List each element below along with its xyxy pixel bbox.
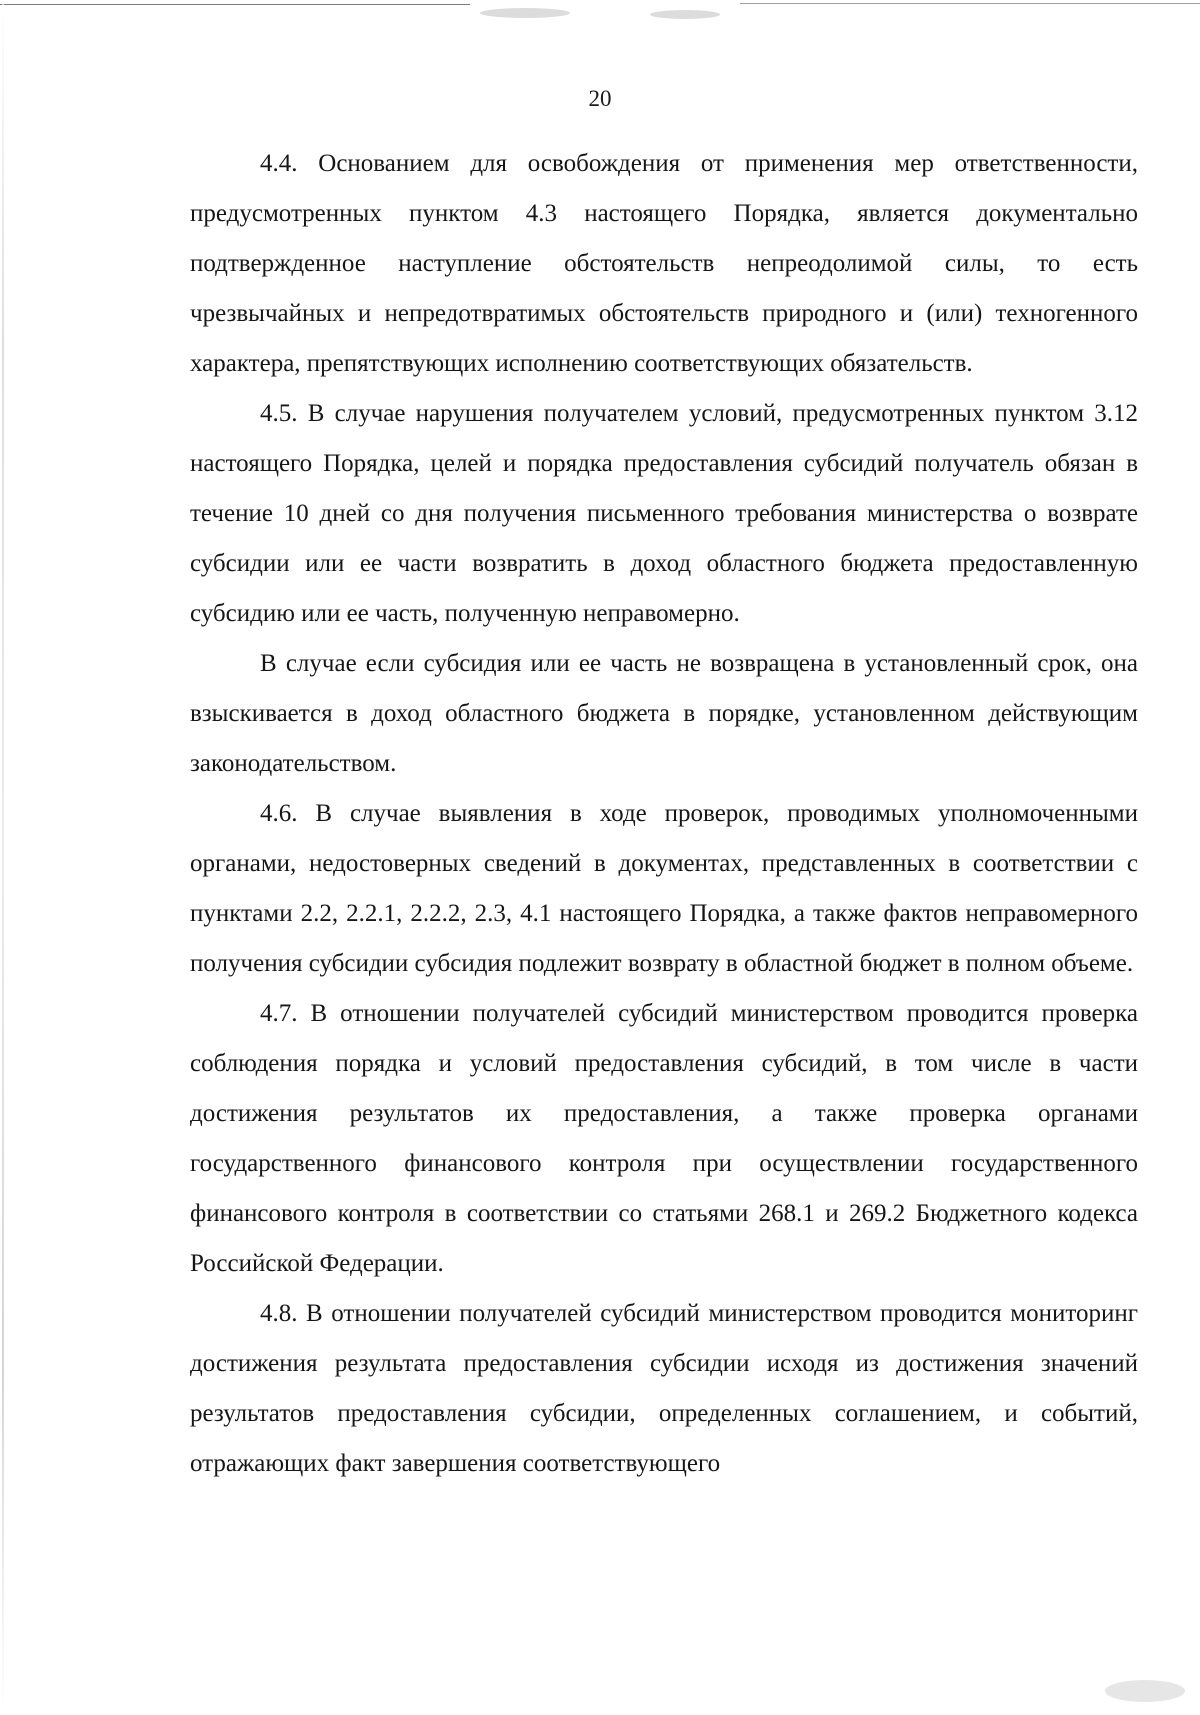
paragraph-4-4: 4.4. Основанием для освобождения от применения мер ответственности, предусмотренных пунктом 4.3 настоящего Порядка, является документально подтвержденное наступление обстоятельств непреодолимой силы, то есть чрезвычайных и непредотвратимых обстоятельств природного и (или) техногенного характера, препятствующих исполнению соответствующих обязательств. [190,150,1138,377]
paragraph-4-5-continuation: В случае если субсидия или ее часть не возвращена в установленный срок, она взыскивается в доход областного бюджета в порядке, установленном действующим законодательством. [190,650,1138,777]
scan-top-rule-right [740,3,1200,4]
paragraph-4-8: 4.8. В отношении получателей субсидий министерством проводится мониторинг достижения результата предоставления субсидии исходя из достижения значений результатов предоставления субсидии, определенных соглашением, и событий, отражающих факт завершения соответствующего [190,1300,1138,1477]
scan-smudge [1105,1680,1185,1702]
scan-smudge [480,8,570,18]
scan-left-edge [2,0,4,1715]
scan-smudge [650,10,720,19]
scan-top-rule [0,4,470,5]
paragraph-4-5: 4.5. В случае нарушения получателем условий, предусмотренных пунктом 3.12 настоящего Порядка, целей и порядка предоставления субсидий получатель обязан в течение 10 дней со дня получения письменного требования министерства о возврате субсидии или ее части возвратить в доход областного бюджета предоставленную субсидию или ее часть, полученную неправомерно. [190,400,1138,627]
document-body [190,139,1138,1489]
page-number: 20 [588,86,612,111]
paragraph-4-7: 4.7. В отношении получателей субсидий министерством проводится проверка соблюдения порядка и условий предоставления субсидий, в том числе в части достижения результатов их предоставления, а также проверка органами государственного финансового контроля при осуществлении государственного финансового контроля в соответствии со статьями 268.1 и 269.2 Бюджетного кодекса Российской Федерации. [190,1000,1138,1277]
paragraph-4-6: 4.6. В случае выявления в ходе проверок, проводимых уполномоченными органами, недостоверных сведений в документах, представленных в соответствии с пунктами 2.2, 2.2.1, 2.2.2, 2.3, 4.1 настоящего Порядка, а также фактов неправомерного получения субсидии субсидия подлежит возврату в областной бюджет в полном объеме. [190,800,1138,977]
